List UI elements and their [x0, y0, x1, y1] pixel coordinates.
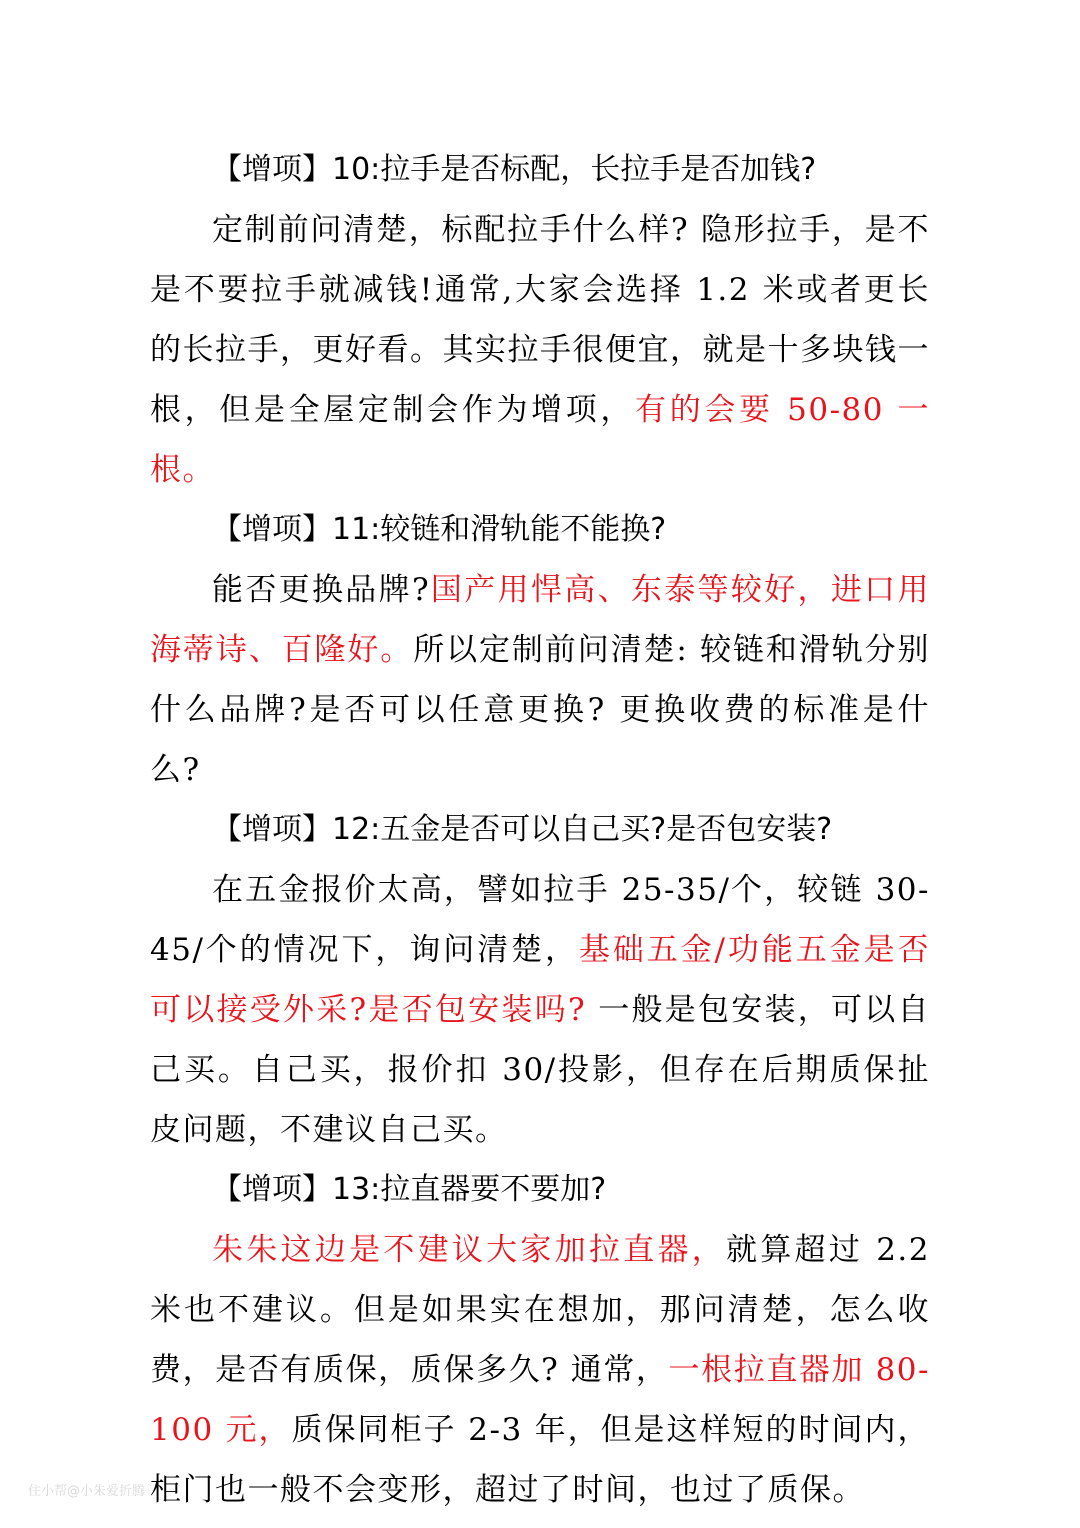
document-page	[150, 140, 930, 1520]
section-body-11	[150, 560, 930, 800]
emphasis-text: 朱朱这边是不建议大家加拉直器，	[212, 1232, 727, 1268]
body-text: 一般是包安装，可以自己买。自己买，报价扣 30/投影，但存在后期质保扯皮问题，不建议自己买。	[150, 992, 930, 1148]
emphasis-text: 国产用悍高、东泰等较好，进口用海蒂诗、百隆好。	[150, 572, 931, 668]
body-text: 定制前问清楚，标配拉手什么样? 隐形拉手，是不是不要拉手就减钱!通常,大家会选择 1.2 米或者更长的长拉手，更好看。其实拉手很便宜，就是十多块钱一根，但是全屋定制会作为增项，	[150, 212, 930, 428]
section-heading-13: 【增项】13:拉直器要不要加?	[212, 1172, 607, 1207]
section-body-12	[150, 860, 930, 1160]
body-text: 所以定制前问清楚: 较链和滑轨分别什么品牌?是否可以任意更换? 更换收费的标准是什么?	[150, 632, 931, 788]
body-text: 质保同柜子 2-3 年，但是这样短的时间内，柜门也一般不会变形，超过了时间，也过了质保。	[150, 1412, 930, 1508]
emphasis-text: 一根拉直器加 80-100 元，	[150, 1352, 930, 1448]
section-heading-12: 【增项】12:五金是否可以自己买?是否包安装?	[212, 812, 833, 847]
body-text: 能否更换品牌?	[212, 572, 431, 608]
section-heading-10: 【增项】10:拉手是否标配，长拉手是否加钱?	[212, 152, 817, 187]
emphasis-text: 有的会要 50-80 一根。	[150, 392, 930, 488]
body-text: 就算超过 2.2 米也不建议。但是如果实在想加，那问清楚，怎么收费，是否有质保，质保多久? 通常，	[150, 1232, 931, 1388]
section-body-10	[150, 200, 930, 500]
emphasis-text: 基础五金/功能五金是否可以接受外采?是否包安装吗?	[150, 932, 930, 1028]
section-body-13	[150, 1220, 930, 1520]
section-heading-11: 【增项】11:较链和滑轨能不能换?	[212, 512, 667, 547]
body-text: 在五金报价太高，譬如拉手 25-35/个，较链 30-45/个的情况下，询问清楚，	[150, 872, 930, 968]
watermark: 住小帮@小朱爱折腾	[28, 1484, 146, 1499]
